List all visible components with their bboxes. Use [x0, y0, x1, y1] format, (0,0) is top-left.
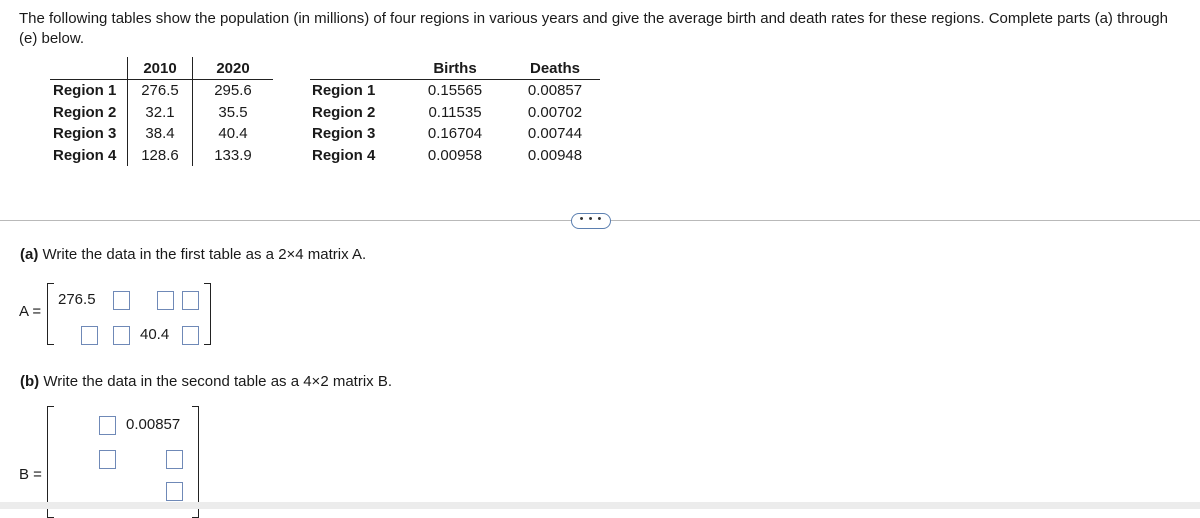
table-row	[310, 102, 600, 124]
table-header-cell: 2020	[193, 57, 274, 80]
table-cell: 0.15565	[427, 82, 483, 100]
table-cell: 276.5	[128, 80, 193, 102]
table-row	[310, 123, 600, 145]
rates-table	[310, 57, 600, 166]
table-row	[50, 123, 273, 145]
table-cell: 0.16704	[427, 125, 483, 143]
row-label: Region 3	[53, 125, 117, 143]
row-label: Region 4	[53, 146, 117, 164]
part-b-text: Write the data in the second table as a 4×2 matrix B.	[43, 373, 392, 390]
table-cell: 35.5	[193, 102, 274, 124]
matrix-a-input-r2c4[interactable]	[182, 326, 199, 345]
matrix-a-input-r1c4[interactable]	[182, 291, 199, 310]
table-row	[50, 102, 273, 124]
table-row	[310, 145, 600, 167]
row-label: Region 2	[312, 103, 376, 121]
page-footer-bar	[0, 502, 1200, 509]
matrix-a-input-r2c2[interactable]	[113, 326, 130, 345]
table-cell: 0.00948	[527, 146, 583, 164]
table-cell: 0.00702	[527, 103, 583, 121]
table-header-cell	[310, 57, 400, 80]
matrix-a-cell-r1c1: 276.5	[58, 291, 96, 308]
matrix-b-input-r2c2[interactable]	[166, 450, 183, 469]
part-a-text: Write the data in the first table as a 2×4 matrix A.	[42, 246, 367, 263]
table-header-cell: 2010	[128, 57, 193, 80]
row-label: Region 4	[312, 146, 376, 164]
matrix-a-cell-r2c3: 40.4	[140, 326, 170, 343]
matrix-a-input-r2c1[interactable]	[81, 326, 98, 345]
table-cell: 133.9	[193, 145, 274, 167]
table-cell: 0.11535	[428, 103, 482, 121]
more-options-button[interactable]: • • •	[571, 213, 611, 229]
population-table	[50, 57, 273, 166]
row-label: Region 3	[312, 125, 376, 143]
table-header-cell: Births	[433, 59, 477, 77]
table-header-cell: Deaths	[529, 59, 581, 77]
table-row	[310, 80, 600, 102]
table-row	[50, 80, 273, 102]
matrix-b-input-r3c2[interactable]	[166, 482, 183, 501]
table-cell: 0.00958	[427, 146, 483, 164]
part-b-tag: (b)	[20, 373, 40, 390]
row-label: Region 2	[53, 103, 117, 121]
matrix-a-left-bracket	[47, 283, 54, 345]
row-label: Region 1	[312, 82, 376, 100]
matrix-a-label: A =	[19, 303, 42, 320]
matrix-b-input-r1c1[interactable]	[99, 416, 116, 435]
matrix-a-right-bracket	[204, 283, 211, 345]
part-b-prompt	[20, 373, 392, 390]
matrix-b-input-r2c1[interactable]	[99, 450, 116, 469]
matrix-b-cell-r1c2: 0.00857	[126, 416, 181, 433]
table-cell: 40.4	[193, 123, 274, 145]
table-header-row	[50, 57, 273, 80]
table-row	[50, 145, 273, 167]
table-cell: 0.00744	[527, 125, 583, 143]
table-header-row	[310, 57, 600, 80]
matrix-b-label: B =	[19, 466, 42, 483]
table-cell: 295.6	[193, 80, 274, 102]
row-label: Region 1	[53, 82, 117, 100]
matrix-a-input-r1c3[interactable]	[157, 291, 174, 310]
table-header-cell	[50, 57, 128, 80]
matrix-a-input-r1c2[interactable]	[113, 291, 130, 310]
table-cell: 38.4	[128, 123, 193, 145]
question-intro: The following tables show the population (in millions) of four regions in various years and give the average birth and death rates for these regions. Complete parts (a) through (e) below.	[19, 10, 1168, 47]
table-cell: 128.6	[128, 145, 193, 167]
table-cell: 0.00857	[527, 82, 583, 100]
part-a-prompt	[20, 246, 366, 263]
part-a-tag: (a)	[20, 246, 39, 263]
table-cell: 32.1	[128, 102, 193, 124]
